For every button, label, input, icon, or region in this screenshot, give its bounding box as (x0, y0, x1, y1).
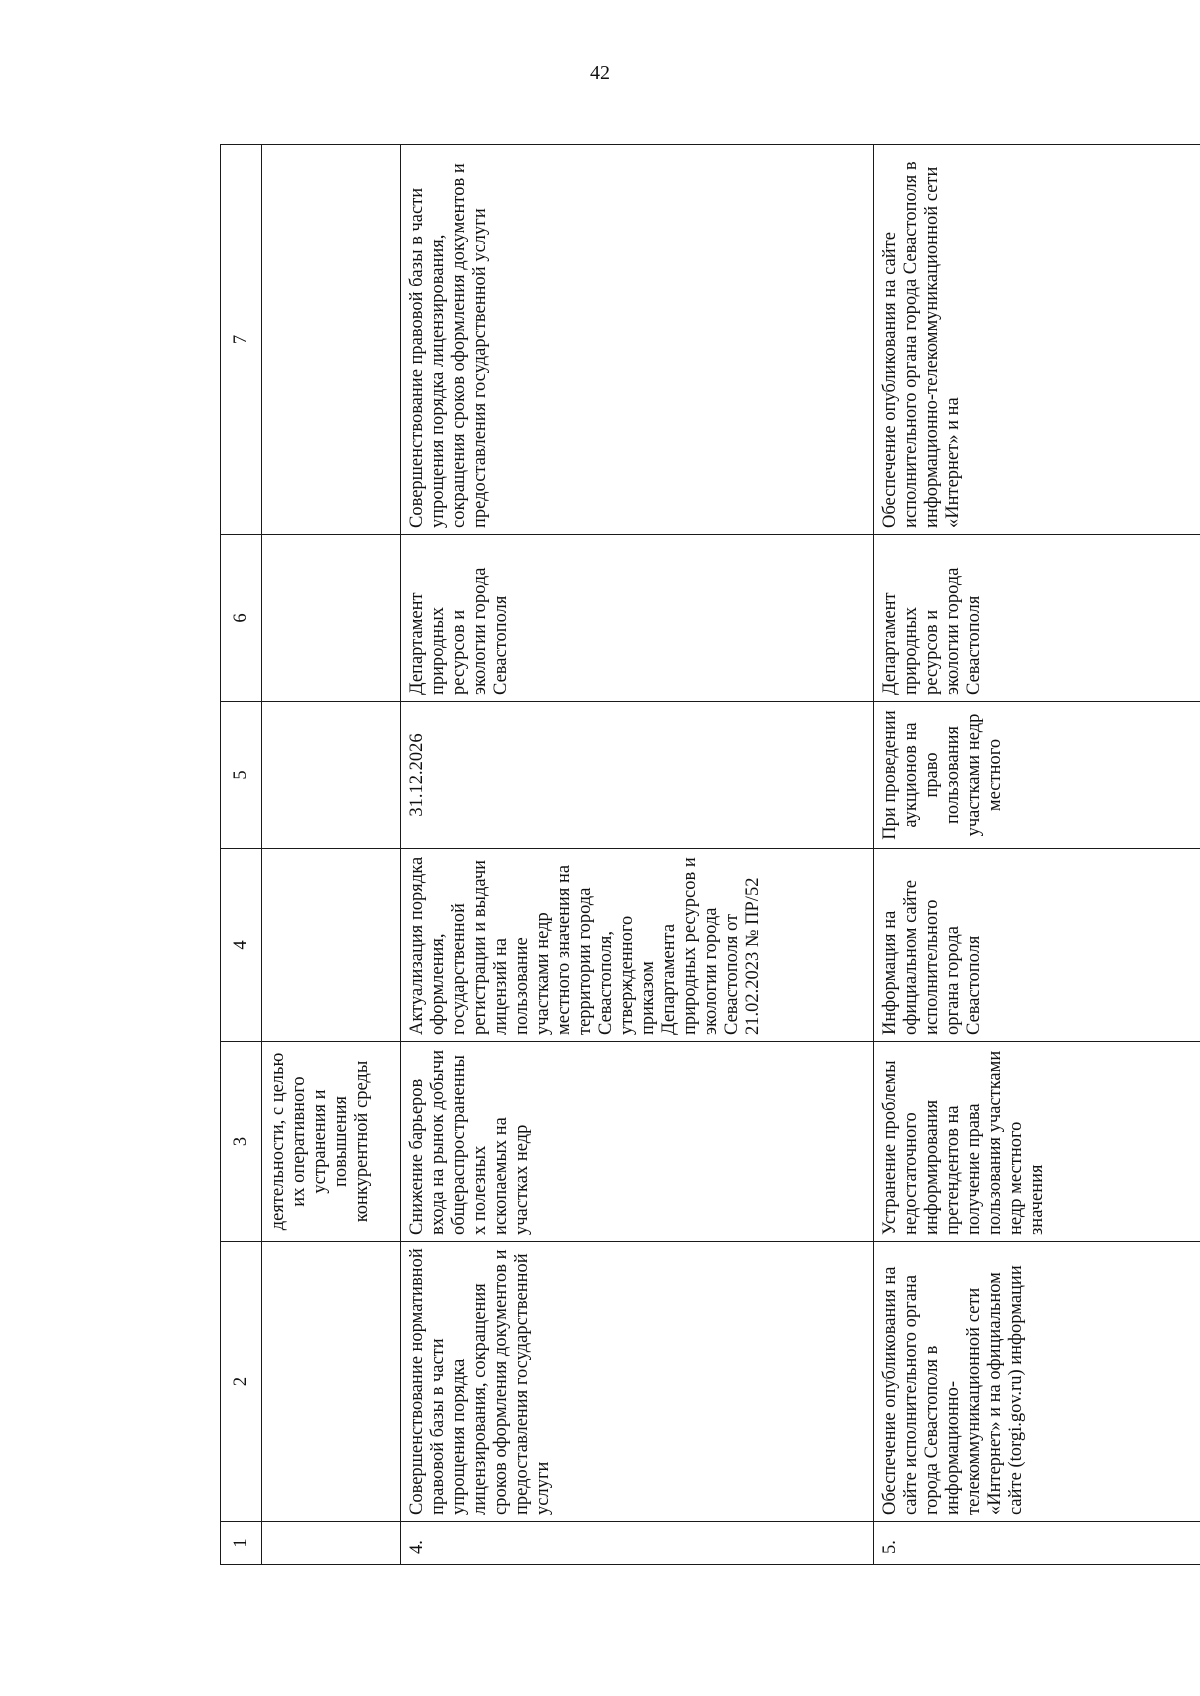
cont-cell-7 (262, 145, 401, 535)
executor-cell: Департамент природных ресурсов и экологии города Севастополя (874, 535, 1200, 702)
header-cell-3: 3 (221, 1042, 262, 1242)
problem-cell: Снижение барьеров входа на рынок добычи общераспространенных полезных ископаемых на участках недр (401, 1042, 874, 1242)
cont-cell-4 (262, 849, 401, 1042)
cont-cell-1 (262, 1522, 401, 1565)
measure-cell: Обеспечение опубликования на сайте исполнительного органа города Севастополя в информационно-телекоммуникационной сети «Интернет» и на официальном сайте (torgi.gov.ru) информации (874, 1242, 1200, 1522)
header-cell-5: 5 (221, 702, 262, 849)
header-row (221, 145, 262, 1565)
cont-cell-2 (262, 1242, 401, 1522)
table-row (401, 145, 874, 1565)
deadline-cell: 31.12.2026 (401, 702, 874, 849)
header-cell-6: 6 (221, 535, 262, 702)
problem-cell: Устранение проблемы недостаточного информирования претендентов на получение права пользования участками недр местного значения (874, 1042, 1200, 1242)
cont-cell-3: деятельности, с целью их оперативного устранения и повышения конкурентной среды (262, 1042, 401, 1242)
header-cell-7: 7 (221, 145, 262, 535)
cont-cell-6 (262, 535, 401, 702)
document-cell: Актуализация порядка оформления, государственной регистрации и выдачи лицензий на пользование участками недр местного значения на территории города Севастополя, утвержденного приказом Департамента природных ресурсов и экологии города Севастополя от 21.02.2023 № ПР/52 (401, 849, 874, 1042)
executor-cell: Департамент природных ресурсов и экологии города Севастополя (401, 535, 874, 702)
row-number: 5. (874, 1522, 1200, 1565)
header-cell-2: 2 (221, 1242, 262, 1522)
result-cell: Совершенствование правовой базы в части упрощения порядка лицензирования, сокращения сроков оформления документов и предоставления государственной услуги (401, 145, 874, 535)
result-cell: Обеспечение опубликования на сайте исполнительного органа города Севастополя в информационно-телекоммуникационной сети «Интернет» и на (874, 145, 1200, 535)
measure-cell: Совершенствование нормативной правовой базы в части упрощения порядка лицензирования, сокращения сроков оформления документов и предоставления государственной услуги (401, 1242, 874, 1522)
cont-cell-5 (262, 702, 401, 849)
header-cell-1: 1 (221, 1522, 262, 1565)
continuation-row (262, 145, 401, 1565)
row-number: 4. (401, 1522, 874, 1565)
deadline-cell: При проведении аукционов на право пользования участками недр местного (874, 702, 1200, 849)
document-cell: Информация на официальном сайте исполнительного органа города Севастополя (874, 849, 1200, 1042)
rotated-table-container (220, 145, 1200, 1565)
table-row (874, 145, 1200, 1565)
page-number: 42 (590, 62, 610, 84)
header-cell-4: 4 (221, 849, 262, 1042)
measures-table (220, 144, 1200, 1565)
